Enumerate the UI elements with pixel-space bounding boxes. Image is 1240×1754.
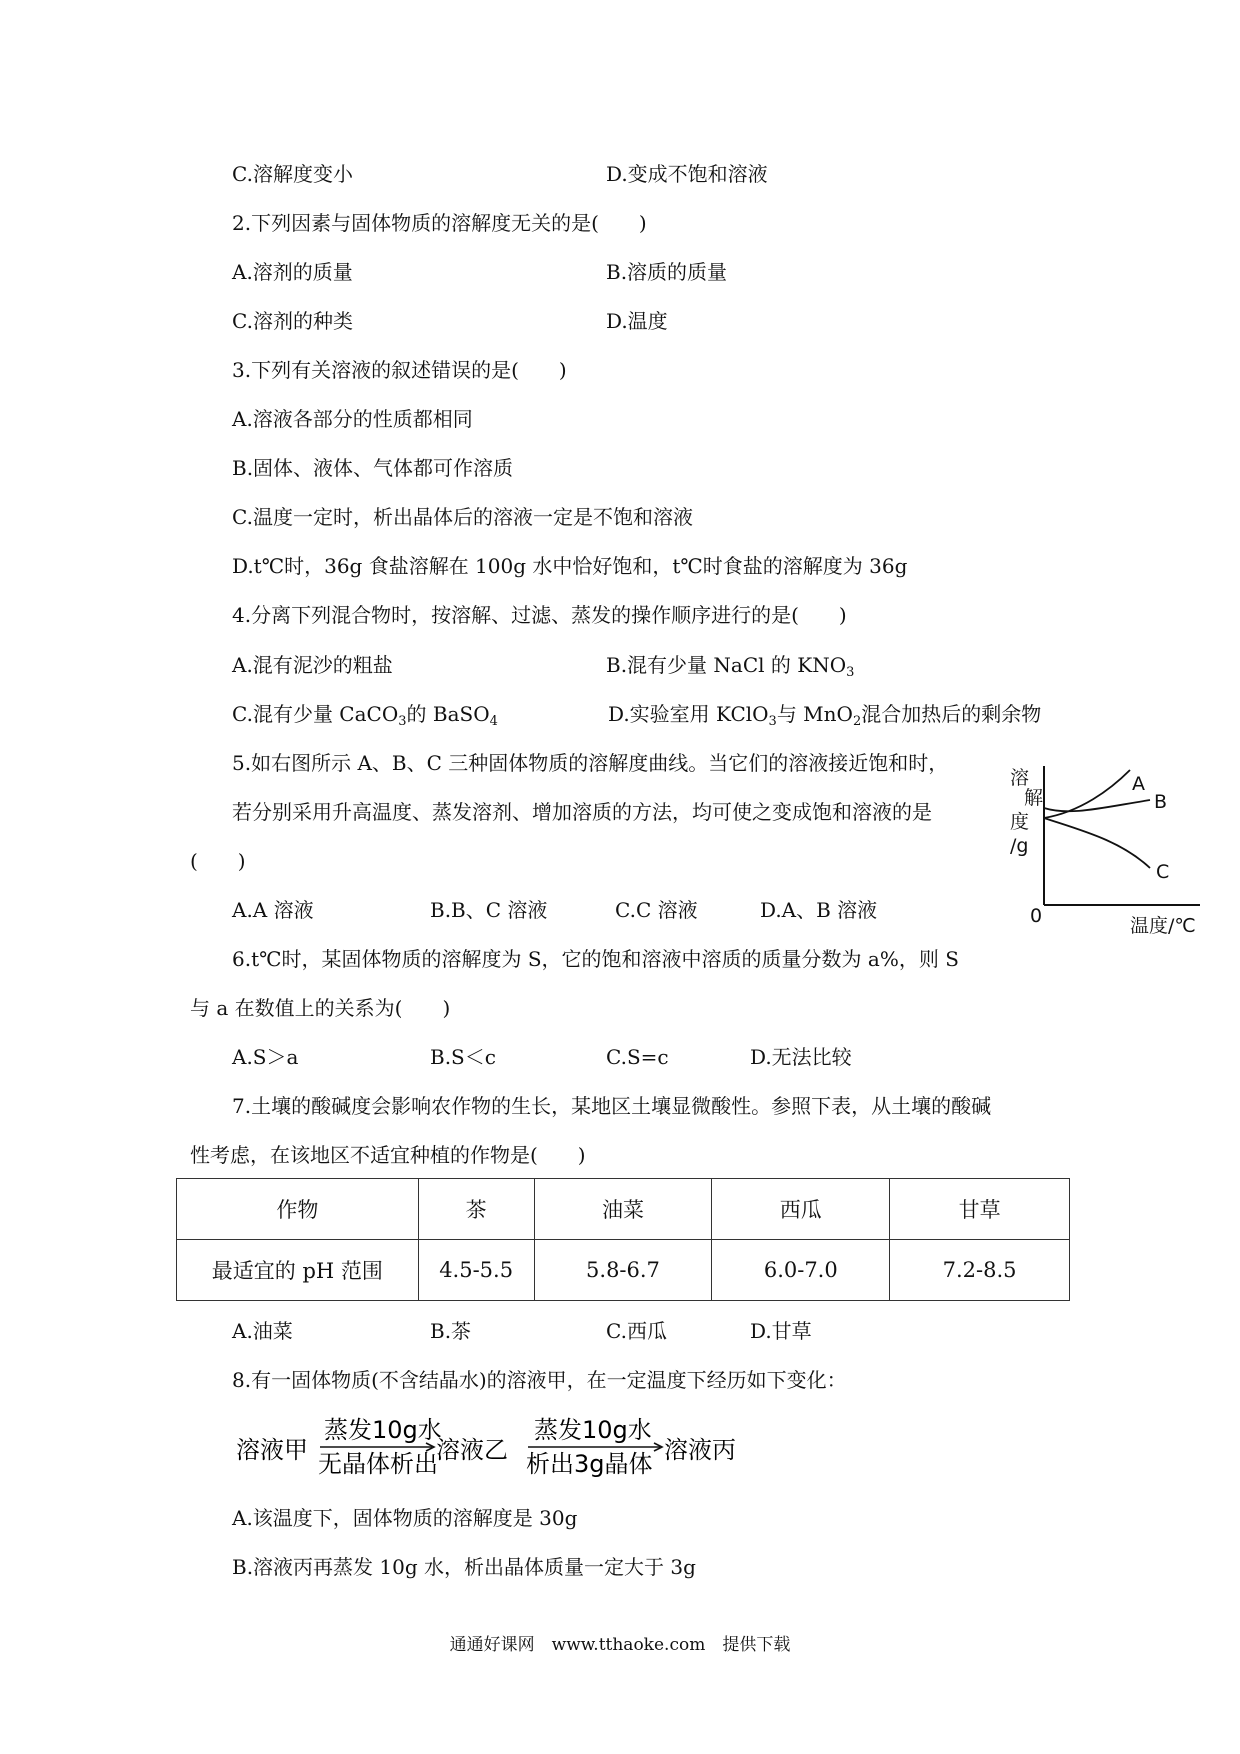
q2-option-d: D.温度 [606,309,668,333]
q6-option-d: D.无法比较 [750,1045,852,1069]
q5-stem-line2: 若分别采用升高温度、蒸发溶剂、增加溶质的方法，均可使之变成饱和溶液的是 [232,800,932,824]
y-axis-label-3: 度 [1010,811,1030,833]
q5-stem-line3: ( ) [190,849,246,873]
q3-option-d: D.t℃时，36g 食盐溶解在 100g 水中恰好饱和，t℃时食盐的溶解度为 36g [232,554,908,578]
q3-option-b: B.固体、液体、气体都可作溶质 [232,456,514,480]
q4-option-c-text2: 的 BaSO [406,702,490,726]
q7-stem-line2: 性考虑，在该地区不适宜种植的作物是( ) [190,1143,586,1167]
q7-stem-line1: 7.土壤的酸碱度会影响农作物的生长，某地区土壤显微酸性。参照下表，从土壤的酸碱 [232,1094,992,1118]
table-cell: 4.5-5.5 [418,1240,534,1301]
q5-option-d: D.A、B 溶液 [760,898,878,922]
table-cell: 6.0-7.0 [712,1240,890,1301]
curve-c [1044,818,1150,868]
q4-option-c [232,700,498,736]
q8-stem: 8.有一固体物质(不含结晶水)的溶液甲，在一定温度下经历如下变化： [232,1368,847,1392]
q2-stem: 2.下列因素与固体物质的溶解度无关的是( ) [232,211,647,235]
y-axis-label-2: 解 [1024,787,1044,809]
q4-option-c-text: C.混有少量 CaCO [232,702,399,726]
q7-option-b: B.茶 [430,1319,472,1343]
process-scheme [236,1412,756,1482]
solution-jia: 溶液甲 [236,1436,308,1464]
q4-option-a: A.混有泥沙的粗盐 [232,653,393,677]
table-header-cell: 甘草 [890,1179,1070,1240]
q8-option-b: B.溶液丙再蒸发 10g 水，析出晶体质量一定大于 3g [232,1555,696,1579]
origin-label: 0 [1030,905,1043,927]
q2-option-c: C.溶剂的种类 [232,309,353,333]
q6-option-b: B.S＜c [430,1045,496,1069]
q1-option-c: C.溶解度变小 [232,162,353,186]
curve-b [1044,800,1150,811]
table-header-cell: 西瓜 [712,1179,890,1240]
table-cell: 7.2-8.5 [890,1240,1070,1301]
subscript: 3 [398,714,407,729]
q2-option-a: A.溶剂的质量 [232,260,353,284]
q1-option-d: D.变成不饱和溶液 [606,162,768,186]
curve-a-label: A [1132,773,1145,795]
q3-option-a: A.溶液各部分的性质都相同 [232,407,473,431]
table-header-cell: 油菜 [534,1179,712,1240]
q7-option-a: A.油菜 [232,1319,293,1343]
q7-option-d: D.甘草 [750,1319,812,1343]
q4-option-d [608,700,1041,736]
table-row [177,1240,1070,1301]
arrow2-top-text: 蒸发10g水 [534,1416,652,1444]
subscript: 2 [852,714,862,729]
q6-option-c: C.S=c [606,1045,669,1069]
q7-option-c: C.西瓜 [606,1319,667,1343]
arrow1-bottom-text: 无晶体析出 [318,1450,438,1478]
q4-stem: 4.分离下列混合物时，按溶解、过滤、蒸发的操作顺序进行的是( ) [232,603,847,627]
arrow2-bottom-text: 析出3g晶体 [526,1450,653,1478]
table-header-cell: 茶 [418,1179,534,1240]
table-header-row [177,1179,1070,1240]
q3-option-c: C.温度一定时，析出晶体后的溶液一定是不饱和溶液 [232,505,693,529]
q2-option-b: B.溶质的质量 [606,260,728,284]
q4-option-d-text3: 混合加热后的剩余物 [861,702,1042,726]
q3-stem: 3.下列有关溶液的叙述错误的是( ) [232,358,567,382]
table-cell: 最适宜的 pH 范围 [177,1240,419,1301]
table-header-cell: 作物 [177,1179,419,1240]
solution-yi: 溶液乙 [436,1436,508,1464]
q4-option-d-text: D.实验室用 KClO [608,702,769,726]
q5-option-a: A.A 溶液 [232,898,314,922]
q6-stem-line2: 与 a 在数值上的关系为( ) [190,996,451,1020]
y-axis-label-4: /g [1010,835,1029,857]
curve-c-label: C [1156,861,1170,883]
q6-option-a: A.S＞a [232,1045,299,1069]
arrow1-top-text: 蒸发10g水 [324,1416,442,1444]
subscript: 3 [846,665,855,680]
solution-bing: 溶液丙 [664,1436,736,1464]
q5-stem-line1: 5.如右图所示 A、B、C 三种固体物质的溶解度曲线。当它们的溶液接近饱和时， [232,751,949,775]
q5-option-c: C.C 溶液 [615,898,698,922]
y-axis-label-1: 溶 [1010,767,1030,789]
q4-option-b [606,651,854,687]
q4-option-b-text: B.混有少量 NaCl 的 KNO [606,653,847,677]
q5-option-b: B.B、C 溶液 [430,898,548,922]
solubility-curve-figure [1010,760,1210,940]
subscript: 3 [768,714,777,729]
q6-stem-line1: 6.t℃时，某固体物质的溶解度为 S，它的饱和溶液中溶质的质量分数为 a%，则 S [232,947,959,971]
q4-option-d-text2: 与 MnO [776,702,853,726]
footer-text: 通通好课网 www.tthaoke.com 提供下载 [449,1635,791,1655]
x-axis-label: 温度/℃ [1130,915,1196,937]
subscript: 4 [489,714,498,729]
q8-option-a: A.该温度下，固体物质的溶解度是 30g [232,1506,578,1530]
table-cell: 5.8-6.7 [534,1240,712,1301]
curve-b-label: B [1154,791,1168,813]
ph-table [176,1178,1070,1301]
